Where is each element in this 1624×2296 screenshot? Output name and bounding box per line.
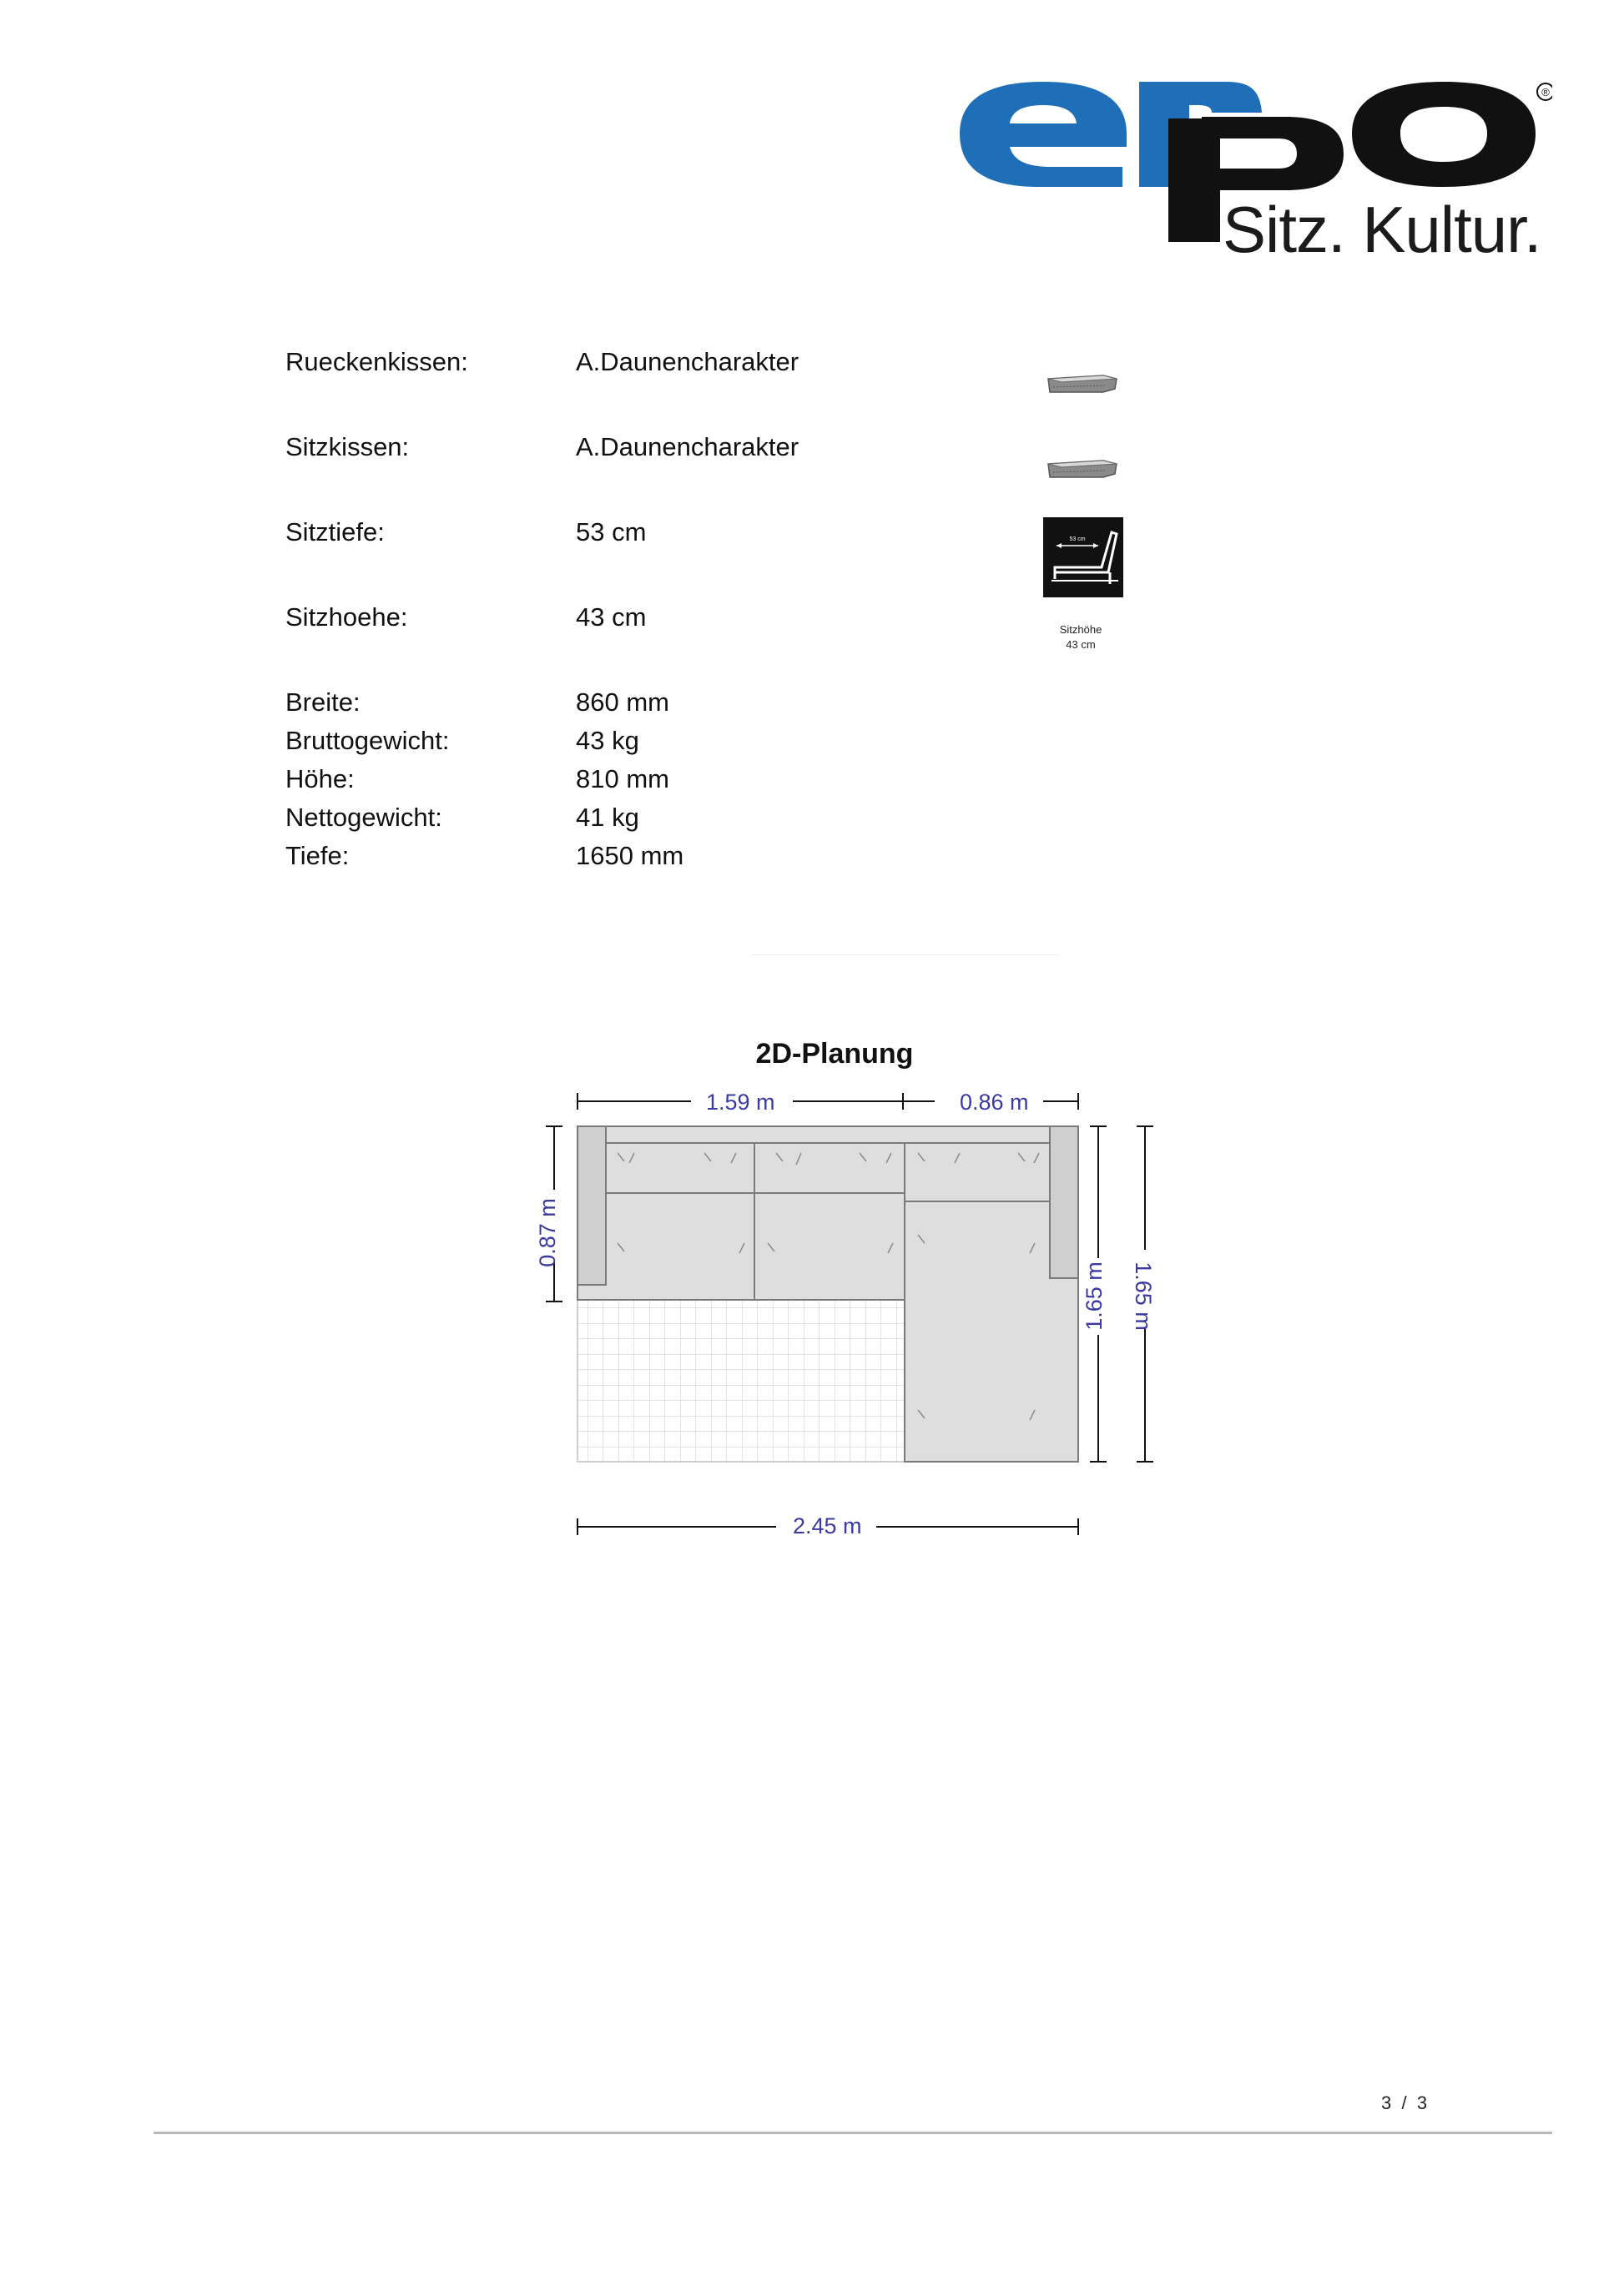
logo-tagline: Sitz. Kultur. (1223, 193, 1541, 266)
dim-right-inner: 1.65 m (1081, 1261, 1107, 1331)
dim-label-breite: Breite: (285, 687, 361, 717)
dim-value-tiefe: 1650 mm (576, 841, 684, 870)
dim-right-outer: 1.65 m (1130, 1261, 1156, 1331)
registered-mark: ® (1541, 86, 1550, 98)
dim-value-breite: 860 mm (576, 687, 669, 717)
spec-label-sitzkissen: Sitzkissen: (285, 432, 410, 461)
dim-label-bruttogewicht: Bruttogewicht: (285, 726, 450, 755)
spec-value-sitztiefe: 53 cm (576, 517, 647, 546)
cushion-icon (1045, 367, 1120, 400)
page-number (1381, 2092, 1427, 2114)
spec-value-rueckenkissen: A.Daunencharakter (576, 347, 799, 376)
plan-title: 2D-Planung (755, 1038, 914, 1070)
spec-label-sitzhoehe: Sitzhoehe: (285, 602, 408, 632)
dim-left: 0.87 m (534, 1198, 560, 1267)
spec-label-rueckenkissen: Rueckenkissen: (285, 347, 468, 376)
spec-value-sitzhoehe: 43 cm (576, 602, 647, 632)
dim-top-left: 1.59 m (706, 1090, 775, 1115)
seat-height-caption-2: 43 cm (1066, 638, 1096, 651)
dim-value-hoehe: 810 mm (576, 764, 669, 793)
seat-depth-icon (1043, 517, 1123, 597)
spec-value-sitzkissen: A.Daunencharakter (576, 432, 799, 461)
seat-height-caption-1: Sitzhöhe (1059, 623, 1102, 636)
dim-label-nettogewicht: Nettogewicht: (285, 803, 442, 832)
footer-rule (154, 2132, 1552, 2134)
dim-label-tiefe: Tiefe: (285, 841, 350, 870)
floor-grid-area (577, 1300, 905, 1462)
dim-value-nettogewicht: 41 kg (576, 803, 639, 832)
dim-top-right: 0.86 m (960, 1090, 1029, 1115)
faint-divider (751, 954, 1060, 955)
page-current: 3 (1381, 2092, 1392, 2113)
dim-bottom: 2.45 m (793, 1513, 862, 1538)
cushion-icon (1045, 452, 1120, 486)
spec-label-sitztiefe: Sitztiefe: (285, 517, 385, 546)
page-separator: / (1401, 2092, 1407, 2113)
dim-label-hoehe: Höhe: (285, 764, 355, 793)
seat-depth-icon-label: 53 cm (1069, 536, 1086, 542)
dim-value-bruttogewicht: 43 kg (576, 726, 639, 755)
page-total: 3 (1416, 2092, 1428, 2113)
